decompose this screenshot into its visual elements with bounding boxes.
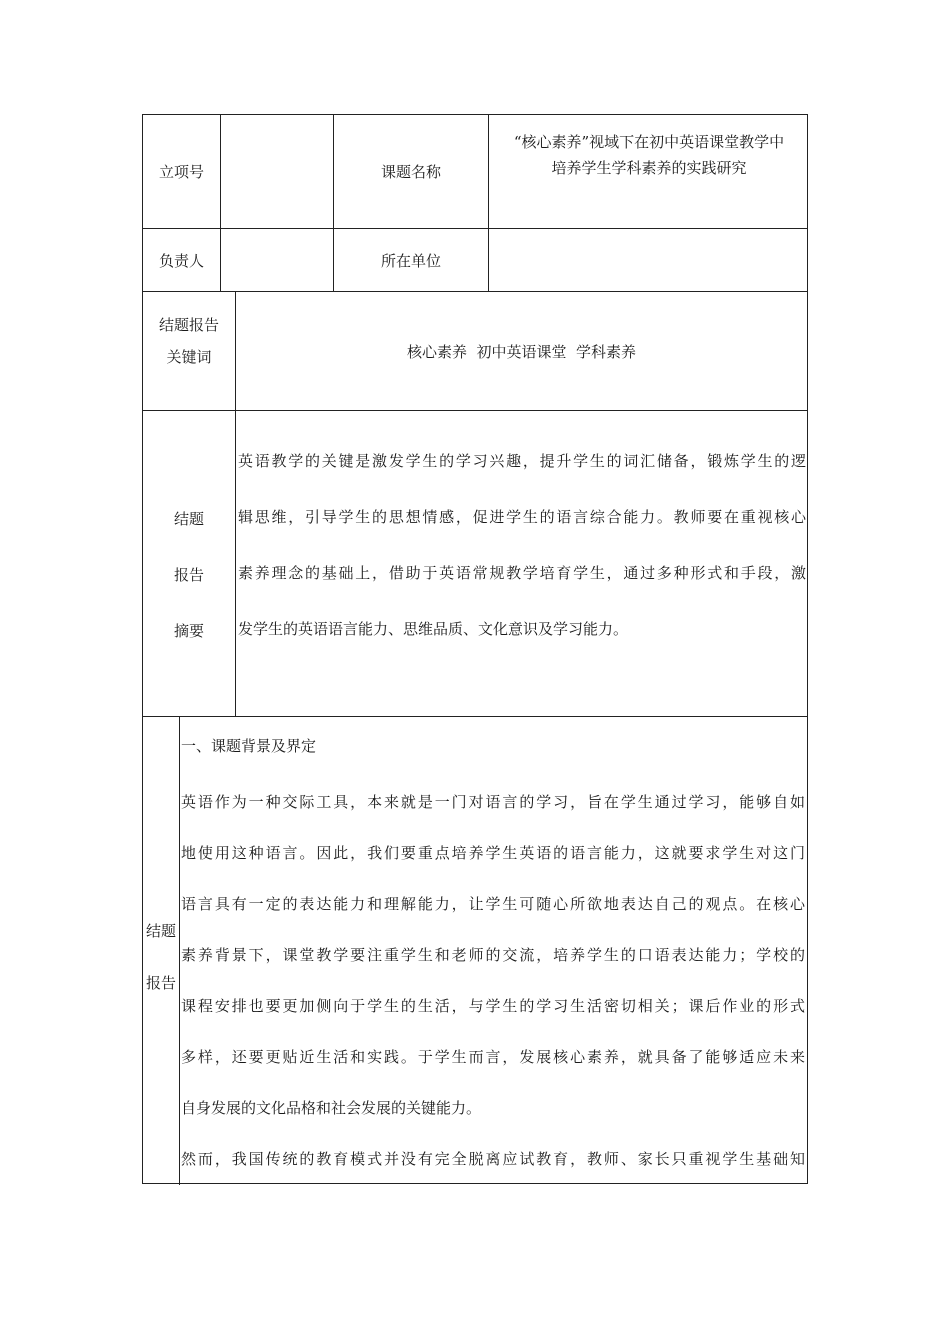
topic-value [489, 129, 809, 181]
report-form-table [142, 114, 808, 1184]
project-no-label: 立项号 [158, 163, 204, 181]
report-body-line: 然而，我国传统的教育模式并没有完全脱离应试教育，教师、家长只重视学生基础知 [181, 1150, 805, 1168]
abstract-label-line: 摘要 [173, 622, 204, 640]
report-body-line: 课程安排也要更加侧向于学生的生活，与学生的学习生活密切相关；课后作业的形式 [181, 997, 805, 1015]
leader-label: 负责人 [158, 251, 204, 270]
row-divider [143, 716, 807, 717]
abstract-line: 发学生的英语语言能力、思维品质、文化意识及学习能力。 [238, 620, 629, 638]
row-divider [143, 410, 807, 411]
keywords-label-line: 结题报告 [158, 316, 219, 334]
report-body-line: 地使用这种语言。因此，我们要重点培养学生英语的语言能力，这就要求学生对这门 [181, 844, 805, 862]
unit-label: 所在单位 [380, 251, 441, 270]
report-body-line: 素养背景下，课堂教学要注重学生和老师的交流，培养学生的口语表达能力；学校的 [181, 946, 805, 964]
abstract-label-line: 结题 [173, 510, 204, 528]
keywords-label-line: 关键词 [166, 348, 212, 366]
report-label-line: 结题 [145, 922, 176, 940]
topic-label: 课题名称 [380, 163, 441, 181]
topic-line: 培养学生学科素养的实践研究 [551, 159, 747, 177]
report-label [143, 905, 179, 1009]
abstract-line: 素养理念的基础上，借助于英语常规教学培育学生，通过多种形式和手段，激 [238, 564, 806, 582]
project-no-value [221, 115, 333, 228]
keywords-value: 核心素养 初中英语课堂 学科素养 [406, 342, 637, 361]
abstract-text [238, 433, 806, 657]
col-divider [179, 716, 180, 1185]
abstract-line: 辑思维，引导学生的思想情感，促进学生的语言综合能力。教师要在重视核心 [238, 508, 806, 526]
keywords-label [143, 309, 235, 373]
report-body-line: 自身发展的文化品格和社会发展的关键能力。 [181, 1099, 482, 1117]
report-body-text [181, 777, 805, 1185]
abstract-line: 英语教学的关键是激发学生的学习兴趣，提升学生的词汇储备，锻炼学生的逻 [238, 452, 806, 470]
leader-value [221, 229, 333, 291]
report-body-line: 语言具有一定的表达能力和理解能力，让学生可随心所欲地表达自己的观点。在核心 [181, 895, 805, 913]
section-heading: 一、课题背景及界定 [181, 737, 317, 755]
report-body-line: 英语作为一种交际工具，本来就是一门对语言的学习，旨在学生通过学习，能够自如 [181, 793, 805, 811]
abstract-label [143, 491, 235, 659]
abstract-label-line: 报告 [173, 566, 204, 584]
report-body-line: 多样，还要更贴近生活和实践。于学生而言，发展核心素养，就具备了能够适应未来 [181, 1048, 805, 1066]
report-label-line: 报告 [145, 974, 176, 992]
unit-value [489, 229, 807, 291]
topic-line: “核心素养”视域下在初中英语课堂教学中 [513, 133, 785, 151]
